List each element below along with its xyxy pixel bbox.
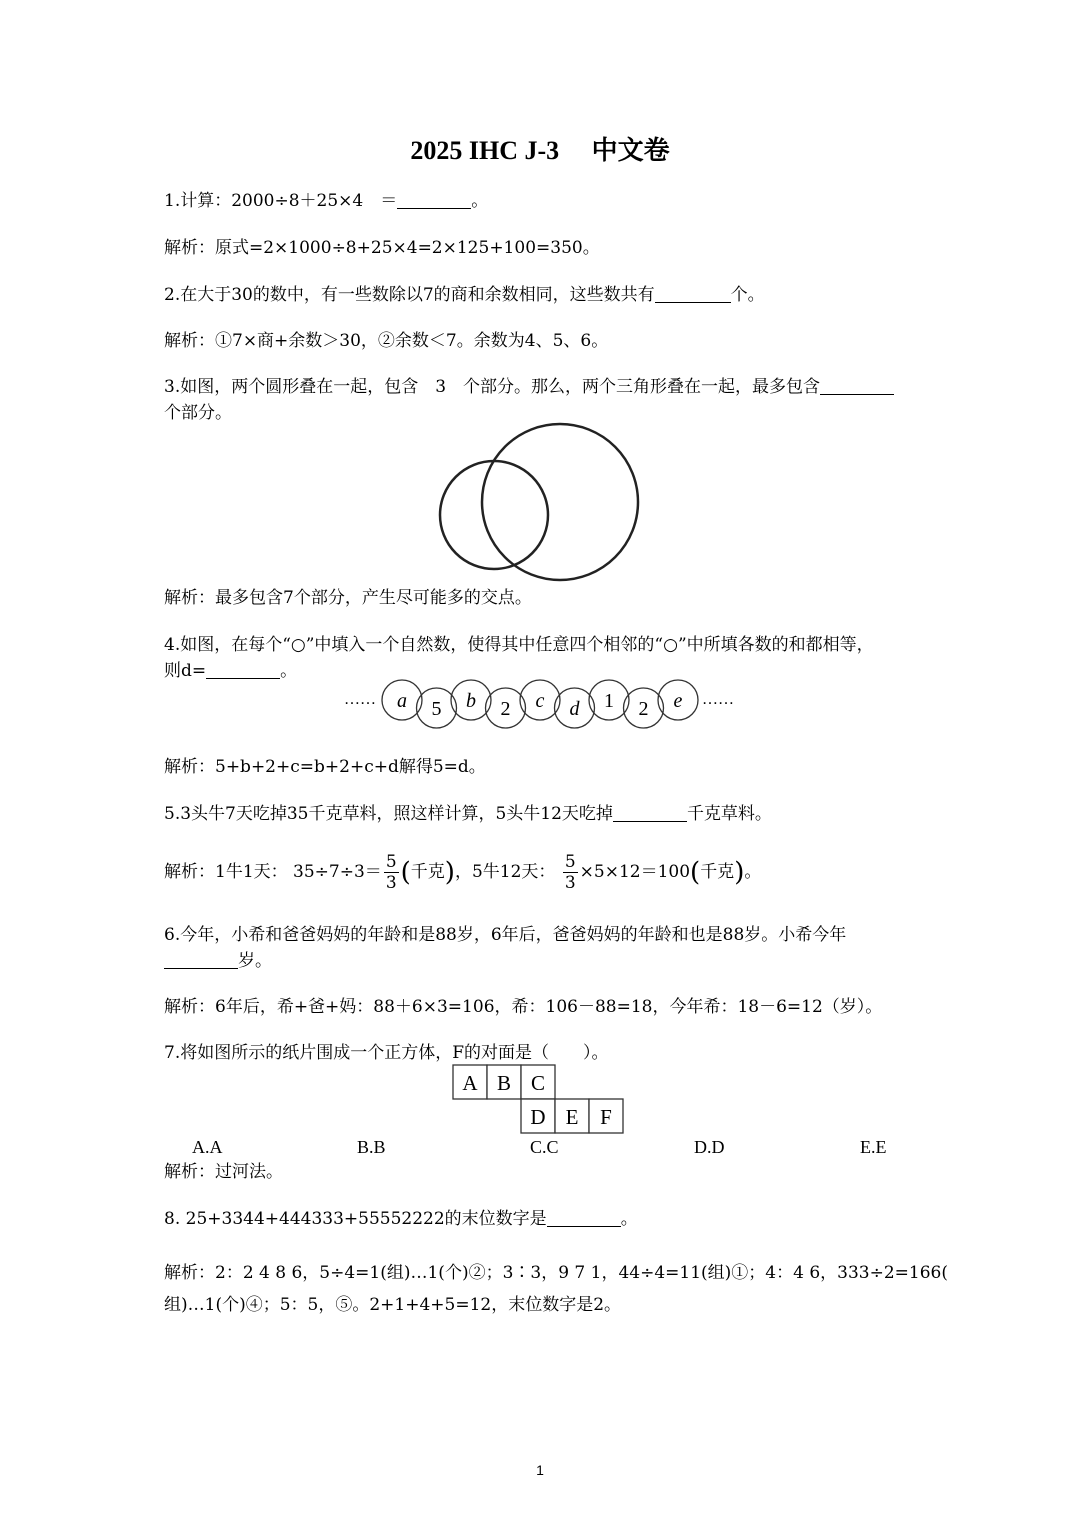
question-3-text: 3.如图，两个圆形叠在一起，包含 3 个部分。那么，两个三角形叠在一起，最多包含 [164,377,821,397]
chain-circle-label: a [397,690,407,712]
answer-5: 解析：1牛1天： 35÷7÷3＝ $\frac{5}{3}$ (千克)，5牛12天： $\frac{5}{3}$ ×5×12＝100(千克)。 [164,852,762,893]
chain-circle-label: 2 [638,698,649,720]
option-b[interactable]: B.B [357,1137,386,1157]
chain-circle-label: 1 [604,690,614,712]
answer-6: 解析：6年后，希+爸+妈：88＋6×3=106，希：106－88=18，今年希：18－6=12（岁）。 [164,997,883,1017]
question-3-line2: 个部分。 [164,403,232,423]
answer-blank [397,190,471,209]
answer-3: 解析：最多包含7个部分，产生尽可能多的交点。 [164,588,532,608]
question-8-text: 8. 25+3344+444333+55552222的末位数字是 [164,1209,547,1229]
question-8 [164,1207,924,1231]
circle-chain [382,680,698,728]
answer-blank [820,376,894,395]
question-1 [164,189,924,213]
question-1-end: 。 [471,191,489,211]
chain-circle-label: d [569,698,580,720]
ellipsis-left: …… [344,691,376,708]
fraction-numerator: 5 [385,852,397,872]
question-5-end: 千克草料。 [686,804,772,824]
net-square-label: E [565,1105,579,1129]
question-3 [164,375,924,399]
ellipsis-right: …… [702,691,734,708]
question-6-line2 [164,949,924,973]
answer-blank [206,660,280,679]
option-a[interactable]: A.A [192,1137,223,1157]
answer-5-prefix: 解析：1牛1天： [164,862,288,882]
net-square-label: A [462,1071,478,1095]
fraction-denominator: 3 [385,873,397,893]
small-circle [440,461,548,569]
answer-8: 解析：2：2 4 8 6，5÷4=1(组)…1(个)②；3∶3，9 7 1，44÷4=11(组)①；4：4 6，333÷2=166( [164,1263,948,1283]
chain-circle-label: c [535,690,545,712]
answer-5-end: 。 [744,862,762,882]
fraction-denominator: 3 [564,873,576,893]
question-5-text: 5.3头牛7天吃掉35千克草料，照这样计算，5头牛12天吃掉 [164,804,613,824]
answer-1: 解析：原式=2×1000÷8+25×4=2×125+100=350。 [164,238,600,258]
net-square-label: D [530,1105,546,1129]
chain-circle-label: 5 [431,698,442,720]
question-4-prefix: 则d= [164,661,207,681]
question-4-end: 。 [280,661,298,681]
answer-blank [655,284,731,303]
answer-4: 解析：5+b+2+c=b+2+c+d解得5=d。 [164,757,486,777]
question-5 [164,802,924,826]
option-d[interactable]: D.D [694,1137,725,1157]
option-e[interactable]: E.E [860,1137,887,1157]
net-square-label: B [496,1071,512,1095]
answer-2: 解析：①7×商+余数＞30，②余数＜7。余数为4、5、6。 [164,331,609,351]
question-8-end: 。 [620,1209,638,1229]
question-7: 7.将如图所示的纸片围成一个正方体，F的对面是（ ）。 [164,1043,609,1063]
net-square-label: F [600,1105,612,1129]
answer-5-expression-2: ×5×12＝100 [579,862,691,882]
fraction-five-thirds [563,852,578,893]
fraction-five-thirds [384,852,399,893]
net-top-row [453,1065,555,1099]
large-circle [482,424,638,580]
chain-circle-label: b [466,690,476,712]
question-6: 6.今年，小希和爸爸妈妈的年龄和是88岁，6年后，爸爸妈妈的年龄和也是88岁。小希今年 [164,925,847,945]
chain-circle-label: 2 [500,698,511,720]
net-bottom-row [521,1099,623,1133]
fraction-numerator: 5 [564,852,576,872]
answer-7: 解析：过河法。 [164,1162,283,1182]
answer-8-line2: 组)…1(个)④；5：5，⑤。2+1+4+5=12，末位数字是2。 [164,1295,622,1315]
option-c[interactable]: C.C [530,1137,559,1157]
net-square-label: C [530,1071,546,1095]
answer-blank [547,1208,621,1227]
answer-5-mid: ，5牛12天： [454,862,556,882]
page-title: 2025 IHC J-3 中文卷 [410,136,670,165]
overlapping-circles-figure [436,420,646,586]
unit-kg: 千克 [700,862,735,882]
chain-circle-label: e [673,690,683,712]
answer-blank [613,803,687,822]
question-2-text: 2.在大于30的数中，有一些数除以7的商和余数相同，这些数共有 [164,285,655,305]
question-4: 4.如图，在每个“○”中填入一个自然数，使得其中任意四个相邻的“○”中所填各数的和都相等， [164,635,874,655]
page-number: 1 [536,1462,544,1478]
question-1-text: 1.计算：2000÷8＋25×4 ＝ [164,191,398,211]
question-2 [164,283,924,307]
unit-kg: 千克 [410,862,445,882]
question-6-end: 岁。 [238,951,272,971]
question-2-end: 个。 [730,285,765,305]
answer-blank [164,950,238,969]
circle-chain-figure [340,678,740,734]
cube-net-figure [452,1064,628,1136]
answer-5-expression-1: 35÷7÷3＝ [293,862,382,882]
